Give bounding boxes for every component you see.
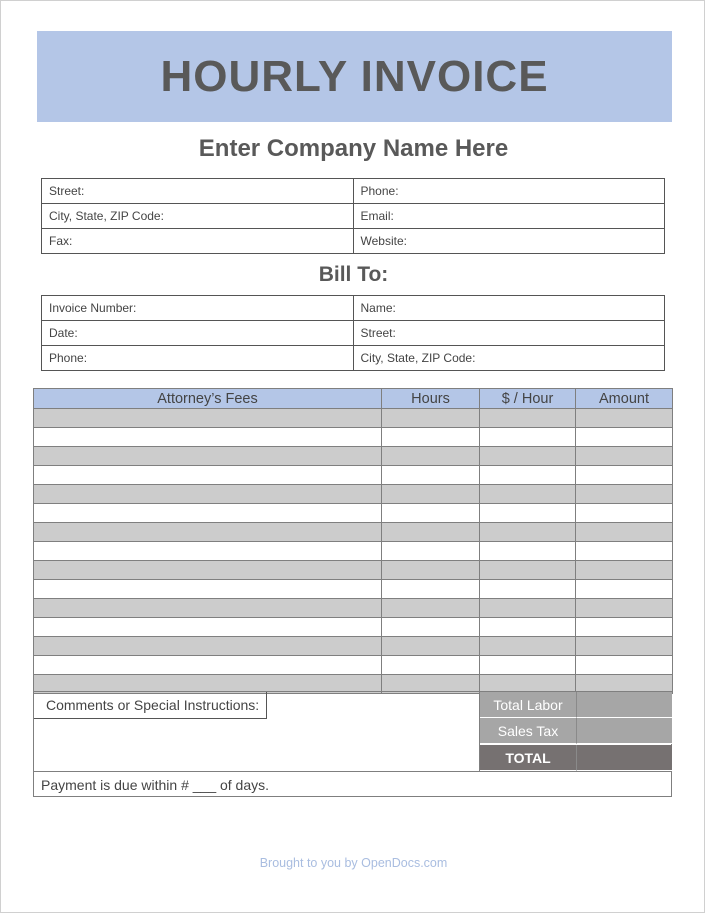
company-info-row [42,179,665,204]
sales-tax-value[interactable] [576,718,672,744]
total-value[interactable] [576,745,672,771]
line-item-row [34,561,673,580]
hours-cell[interactable] [382,618,480,637]
fees-cell[interactable] [34,428,382,447]
total-labor-label: Total Labor [480,692,576,718]
fees-cell[interactable] [34,523,382,542]
amount-cell[interactable] [576,561,673,580]
fax-field[interactable]: Fax: [42,229,354,254]
total-labor-value[interactable] [576,692,672,718]
amount-cell[interactable] [576,485,673,504]
fees-cell[interactable] [34,466,382,485]
client-street-field[interactable]: Street: [353,321,665,346]
sales-tax-label: Sales Tax [480,718,576,744]
hours-cell[interactable] [382,637,480,656]
rate-cell[interactable] [480,447,576,466]
fees-cell[interactable] [34,561,382,580]
client-name-field[interactable]: Name: [353,296,665,321]
hours-cell[interactable] [382,580,480,599]
invoice-number-field[interactable]: Invoice Number: [42,296,354,321]
fees-cell[interactable] [34,580,382,599]
rate-header: $ / Hour [480,389,576,409]
amount-cell[interactable] [576,447,673,466]
footer-credit: Brought to you by OpenDocs.com [259,856,448,870]
hours-cell[interactable] [382,523,480,542]
fees-cell[interactable] [34,637,382,656]
company-info-table [41,178,665,254]
summary-section [33,691,672,797]
phone-field[interactable]: Phone: [353,179,665,204]
amount-cell[interactable] [576,428,673,447]
line-item-row [34,656,673,675]
title-banner [37,31,672,122]
amount-cell[interactable] [576,542,673,561]
bill-info-row [42,321,665,346]
fees-cell[interactable] [34,409,382,428]
hours-header: Hours [382,389,480,409]
rate-cell[interactable] [480,580,576,599]
amount-cell[interactable] [576,466,673,485]
rate-cell[interactable] [480,561,576,580]
fees-cell[interactable] [34,485,382,504]
line-items-body [34,409,673,694]
line-item-row [34,599,673,618]
total-label: TOTAL [480,745,576,771]
rate-cell[interactable] [480,542,576,561]
date-field[interactable]: Date: [42,321,354,346]
line-item-row [34,409,673,428]
comments-label: Comments or Special Instructions: [34,692,267,719]
client-phone-field[interactable]: Phone: [42,346,354,371]
line-item-row [34,542,673,561]
hours-cell[interactable] [382,599,480,618]
bill-to-table [41,295,665,371]
hours-cell[interactable] [382,656,480,675]
client-city-state-zip-field[interactable]: City, State, ZIP Code: [353,346,665,371]
hours-cell[interactable] [382,504,480,523]
fees-cell[interactable] [34,599,382,618]
hours-cell[interactable] [382,409,480,428]
website-field[interactable]: Website: [353,229,665,254]
fees-cell[interactable] [34,656,382,675]
fees-cell[interactable] [34,504,382,523]
rate-cell[interactable] [480,637,576,656]
rate-cell[interactable] [480,618,576,637]
amount-cell[interactable] [576,599,673,618]
company-info-row [42,229,665,254]
bill-info-row [42,296,665,321]
rate-cell[interactable] [480,504,576,523]
company-info-row [42,204,665,229]
line-item-row [34,428,673,447]
amount-cell[interactable] [576,409,673,428]
line-items-header [34,389,673,409]
fees-cell[interactable] [34,447,382,466]
street-field[interactable]: Street: [42,179,354,204]
hours-cell[interactable] [382,485,480,504]
hours-cell[interactable] [382,561,480,580]
fees-cell[interactable] [34,618,382,637]
line-items-table [33,388,673,694]
hours-cell[interactable] [382,466,480,485]
company-name[interactable]: Enter Company Name Here [198,135,509,162]
city-state-zip-field[interactable]: City, State, ZIP Code: [42,204,354,229]
amount-cell[interactable] [576,580,673,599]
rate-cell[interactable] [480,409,576,428]
bill-info-row [42,346,665,371]
amount-header: Amount [576,389,673,409]
line-item-row [34,580,673,599]
amount-cell[interactable] [576,523,673,542]
hours-cell[interactable] [382,447,480,466]
hours-cell[interactable] [382,542,480,561]
amount-cell[interactable] [576,618,673,637]
rate-cell[interactable] [480,656,576,675]
invoice-title: HOURLY INVOICE [160,51,549,101]
line-item-row [34,523,673,542]
hours-cell[interactable] [382,428,480,447]
payment-terms[interactable]: Payment is due within # ___ of days. [34,771,671,797]
line-item-row [34,485,673,504]
line-item-row [34,637,673,656]
email-field[interactable]: Email: [353,204,665,229]
line-item-row [34,447,673,466]
amount-cell[interactable] [576,656,673,675]
attorneys-fees-header: Attorney’s Fees [34,389,382,409]
rate-cell[interactable] [480,523,576,542]
line-item-row [34,504,673,523]
fees-cell[interactable] [34,542,382,561]
amount-cell[interactable] [576,504,673,523]
line-item-row [34,618,673,637]
line-item-row [34,466,673,485]
rate-cell[interactable] [480,466,576,485]
bill-to-heading: Bill To: [318,263,389,286]
rate-cell[interactable] [480,428,576,447]
rate-cell[interactable] [480,485,576,504]
amount-cell[interactable] [576,637,673,656]
rate-cell[interactable] [480,599,576,618]
